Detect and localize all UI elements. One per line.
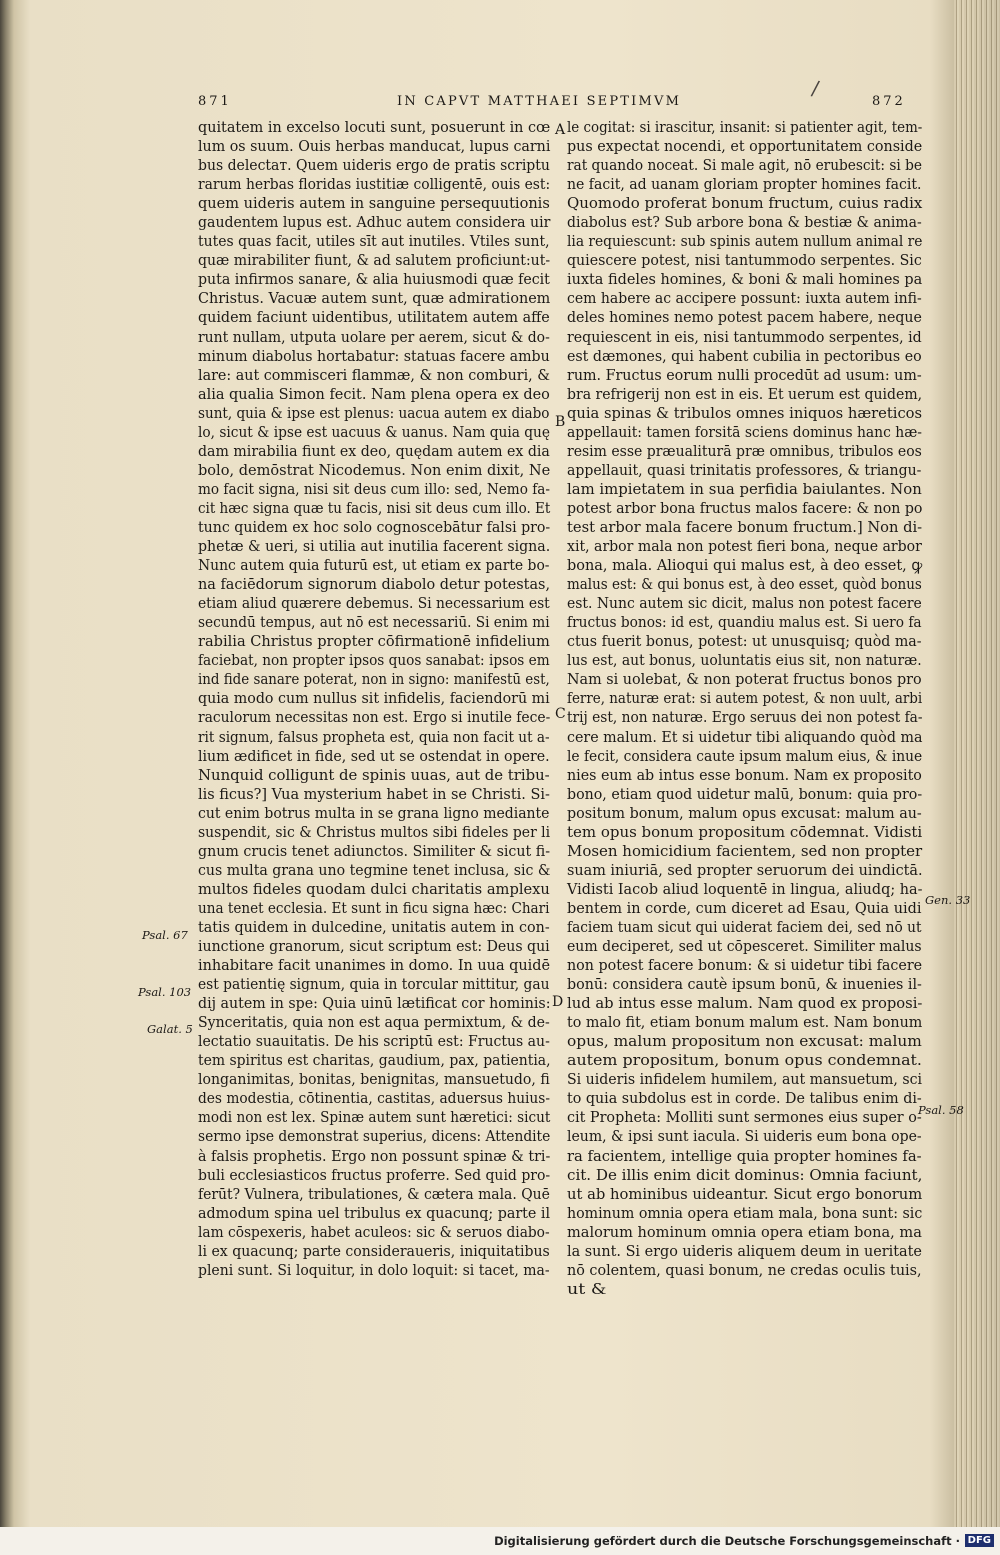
text-line: xit, arbor mala non potest fieri bona, neque arbor	[567, 537, 922, 556]
text-line: ra facientem, intellige quia propter homines fa-	[567, 1146, 922, 1165]
text-line: rit signum, falsus propheta est, quia non facit ut a-	[198, 727, 550, 746]
text-line: requiescent in eis, nisi tantummodo serpentes, id	[567, 327, 922, 346]
section-marker-c: C	[555, 706, 566, 722]
text-line: tatis quidem in dulcedine, unitatis autem in con-	[198, 917, 550, 936]
text-line: to malo fit, etiam bonum malum est. Nam bonum	[567, 1013, 923, 1032]
text-line: cus multa grana uno tegmine tenet inclusa, sic &	[198, 860, 551, 879]
text-line: gnum crucis tenet adiunctos. Similiter & sicut fi-	[198, 841, 551, 860]
text-line: buli ecclesiasticos fructus proferre. Sed quid pro-	[198, 1165, 551, 1184]
text-line: lectatio suauitatis. De his scriptū est: Fructus au-	[198, 1032, 550, 1051]
text-line: minum diabolus hortabatur: statuas facere ambu	[198, 346, 550, 365]
text-line: trij est, non naturæ. Ergo seruus dei non potest fa-	[567, 708, 923, 727]
text-line: tunc quidem ex hoc solo cognoscebātur falsi pro-	[198, 517, 551, 536]
text-line: Nam si uolebat, & non poterat fructus bonos pro	[567, 670, 922, 689]
left-text-column	[198, 118, 550, 1280]
text-line: phetæ & ueri, si utilia aut inutilia facerent signa.	[198, 537, 551, 556]
text-line: lis ficus?] Vua mysterium habet in se Christi. Si-	[198, 784, 550, 803]
text-line: raculorum necessitas non est. Ergo si inutile fece-	[198, 708, 551, 727]
page-edge	[954, 0, 1000, 1555]
text-line: des modestia, cōtinentia, castitas, aduersus huius-	[198, 1089, 550, 1108]
dfg-logo: DFG	[965, 1534, 994, 1547]
text-line: est dæmones, qui habent cubilia in pectoribus eo	[567, 346, 922, 365]
text-line: potest arbor bona fructus malos facere: & non po	[567, 498, 923, 517]
text-line: faciebat, non propter ipsos quos sanabat: ipsos em	[198, 651, 550, 670]
text-line: bra refrigerij non est in eis. Et uerum est quidem,	[567, 384, 923, 403]
text-line: leum, & ipsi sunt iacula. Si uideris eum bona ope-	[567, 1127, 922, 1146]
text-line: quia modo cum nullus sit infidelis, faciendorū mi	[198, 689, 550, 708]
text-line: suam iniuriā, sed propter seruorum dei uindictā.	[567, 860, 923, 879]
text-line: ut ab hominibus uideantur. Sicut ergo bonorum	[567, 1184, 923, 1203]
text-line: gaudentem lupus est. Adhuc autem considera uir	[198, 213, 551, 232]
text-line: le fecit, considera caute ipsum malum eius, & inue	[567, 746, 923, 765]
text-line: Quomodo proferat bonum fructum, cuius radix	[567, 194, 923, 213]
text-line: sermo ipse demonstrat superius, dicens: Attendite	[198, 1127, 551, 1146]
text-line: cere malum. Et si uidetur tibi aliquando quòd ma	[567, 727, 923, 746]
text-line: non potest facere bonum: & si uidetur tibi facere	[567, 956, 923, 975]
section-marker-d: D	[552, 994, 564, 1010]
text-line: multos fideles quodam dulci charitatis amplexu	[198, 879, 550, 898]
margin-note-psal-103: Psal. 103	[138, 985, 192, 999]
text-line: cit. De illis enim dicit dominus: Omnia faciunt,	[567, 1165, 923, 1184]
text-line: opus, malum propositum non excusat: malum	[567, 1032, 922, 1051]
text-line: bus delectaт. Quem uideris ergo de pratis scriptu	[198, 156, 550, 175]
text-line: lium ædificet in fide, sed ut se ostendat in opere.	[198, 746, 550, 765]
text-line: quiescere potest, nisi tantummodo serpentes. Sic	[567, 251, 922, 270]
text-line: appellauit, quasi trinitatis professores, & triangu-	[567, 460, 922, 479]
text-line: Christus. Vacuæ autem sunt, quæ admirationem	[198, 289, 551, 308]
text-line: dij autem in spe: Quia uinū lætificat cor hominis:	[198, 994, 551, 1013]
text-line: quia spinas & tribulos omnes iniquos hæreticos	[567, 403, 923, 422]
text-line: ferre, naturæ erat: si autem potest, & non uult, arbi	[567, 689, 923, 708]
text-line: cit Propheta: Molliti sunt sermones eius super o-	[567, 1108, 922, 1127]
margin-note-psal-58: Psal. 58	[918, 1103, 964, 1117]
text-line: ut &	[567, 1279, 607, 1298]
text-line: tem opus bonum propositum cōdemnat. Vidisti	[567, 822, 923, 841]
text-line: deles homines nemo potest pacem habere, neque	[567, 308, 922, 327]
text-line: tutes quas facit, utiles sīt aut inutiles. Vtiles sunt,	[198, 232, 550, 251]
footer-credit: Digitalisierung gefördert durch die Deutsche Forschungsgemeinschaft ·	[494, 1534, 960, 1548]
text-line: Si uideris infidelem humilem, aut mansuetum, sci	[567, 1070, 922, 1089]
text-line: una tenet ecclesia. Et sunt in ficu signa hæc: Chari	[198, 898, 550, 917]
text-line: malorum hominum omnia opera etiam bona, ma	[567, 1222, 922, 1241]
text-line: alia qualia Simon fecit. Nam plena opera ex deo	[198, 384, 550, 403]
text-line: etiam aliud quærere debemus. Si necessarium est	[198, 594, 550, 613]
text-line: sunt, quia & ipse est plenus: uacua autem ex diabo	[198, 403, 550, 422]
section-marker-b: B	[555, 414, 566, 430]
text-line: bolo, demōstrat Nicodemus. Non enim dixit, Ne	[198, 460, 551, 479]
text-line: quem uideris autem in sanguine persequutionis	[198, 194, 550, 213]
text-line: cut enim botrus multa in se grana ligno mediante	[198, 803, 550, 822]
text-line: positum bonum, malum opus excusat: malum au-	[567, 803, 922, 822]
text-line: ferūt? Vulnera, tribulationes, & cætera mala. Quē	[198, 1184, 550, 1203]
text-line: Synceritatis, quia non est aqua permixtum, & de-	[198, 1013, 550, 1032]
text-line: na faciēdorum signorum diabolo detur potestas,	[198, 575, 551, 594]
margin-note-galat-5: Galat. 5	[147, 1022, 193, 1036]
text-line: cem habere ac accipere possunt: iuxta autem infi-	[567, 289, 922, 308]
text-line: rum. Fructus eorum nulli procedūt ad usum: um-	[567, 365, 922, 384]
text-line: bona, mala. Alioqui qui malus est, à deo esset, ꝙ	[567, 556, 923, 575]
text-line: nies eum ab intus esse bonum. Nam ex proposito	[567, 765, 922, 784]
text-line: bono, etiam quod uidetur malū, bonum: quia pro-	[567, 784, 923, 803]
text-line: iunctione granorum, sicut scriptum est: Deus qui	[198, 937, 550, 956]
text-line: lare: aut commisceri flammæ, & non comburi, &	[198, 365, 550, 384]
right-text-column	[567, 118, 922, 1299]
text-line: puta infirmos sanare, & alia huiusmodi quæ fecit	[198, 270, 550, 289]
text-line: autem propositum, bonum opus condemnat.	[567, 1051, 922, 1070]
text-line: lam impietatem in sua perfidia baiulantes. Non	[567, 479, 922, 498]
text-line: iuxta fideles homines, & boni & mali homines pa	[567, 270, 923, 289]
text-line: secundū tempus, aut nō est necessariū. Si enim mi	[198, 613, 550, 632]
text-line: cit hæc signa quæ tu facis, nisi sit deus cum illo. Et	[198, 498, 551, 517]
text-line: ctus fuerit bonus, potest: ut unusquisq; quòd ma-	[567, 632, 922, 651]
text-line: resim esse præualiturā præ omnibus, tribulos eos	[567, 441, 922, 460]
text-line: mo facit signa, nisi sit deus cum illo: sed, Nemo fa-	[198, 479, 550, 498]
pencil-mark: /	[809, 75, 821, 101]
digitization-footer	[0, 1527, 1000, 1555]
left-page-number: 871	[198, 94, 232, 109]
margin-note-gen-33: Gen. 33	[925, 893, 971, 907]
text-line: nō colentem, quasi bonum, ne credas oculis tuis,	[567, 1260, 922, 1279]
text-line: to quia subdolus est in corde. De talibus enim di-	[567, 1089, 922, 1108]
text-line: runt nullam, utputa uolare per aerem, sicut & do-	[198, 327, 550, 346]
text-line: eum deciperet, sed ut cōpesceret. Similiter malus	[567, 937, 922, 956]
text-line: bentem in corde, cum diceret ad Esau, Quia uidi	[567, 898, 922, 917]
text-line: est. Nunc autem sic dicit, malus non potest facere	[567, 594, 922, 613]
text-line: Nunquid colligunt de spinis uuas, aut de tribu-	[198, 765, 550, 784]
text-line: fructus bonos: id est, quandiu malus est. Si uero fa	[567, 613, 922, 632]
text-line: hominum omnia opera etiam mala, bona sunt: sic	[567, 1203, 923, 1222]
text-line: lud ab intus esse malum. Nam quod ex proposi-	[567, 994, 923, 1013]
text-line: modi non est lex. Spinæ autem sunt hæretici: sicut	[198, 1108, 551, 1127]
text-line: ind fide sanare poterat, non in signo: manifestū est,	[198, 670, 550, 689]
text-line: lam cōspexeris, habet aculeos: sic & seruos diabo-	[198, 1222, 550, 1241]
text-line: lo, sicut & ipse est uacuus & uanus. Nam quia quę	[198, 422, 551, 441]
text-line: à falsis prophetis. Ergo non possunt spinæ & tri-	[198, 1146, 551, 1165]
text-line: rabilia Christus propter cōfirmationē infidelium	[198, 632, 550, 651]
text-line: bonū: considera cautè ipsum bonū, & inuenies il-	[567, 975, 922, 994]
text-line: lum os suum. Ouis herbas manducat, lupus carni	[198, 137, 551, 156]
text-line: Mosen homicidium facientem, sed non propter	[567, 841, 923, 860]
right-page-number: 872	[872, 94, 906, 109]
running-title: IN CAPVT MATTHAEI SEPTIMVM	[397, 94, 682, 109]
text-line: quæ mirabiliter fiunt, & ad salutem proficiunt:ut-	[198, 251, 551, 270]
text-line: test arbor mala facere bonum fructum.] Non di-	[567, 517, 923, 536]
text-line: tem spiritus est charitas, gaudium, pax, patientia,	[198, 1051, 551, 1070]
section-marker-a: A	[555, 122, 566, 138]
text-line: suspendit, sic & Christus multos sibi fideles per li	[198, 822, 551, 841]
text-line: est patientię signum, quia in torcular mittitur, gau	[198, 975, 550, 994]
text-line: le cogitat: si irascitur, insanit: si patienter agit, tem-	[567, 118, 923, 136]
text-line: longanimitas, bonitas, benignitas, mansuetudo, fi	[198, 1070, 550, 1089]
text-line: Vidisti Iacob aliud loquentē in lingua, aliudq; ha-	[567, 879, 923, 898]
text-line: malus est: & qui bonus est, à deo esset, quòd bonus	[567, 575, 922, 594]
text-line: appellauit: tamen forsitā sciens dominus hanc hæ-	[567, 422, 922, 441]
text-line: rarum herbas floridas iustitiæ colligentē, ouis est:	[198, 175, 551, 194]
text-line: inhabitare facit unanimes in domo. In uua quidē	[198, 956, 551, 975]
text-line: rat quando noceat. Si male agit, nō erubescit: si be	[567, 156, 923, 175]
text-line: quidem faciunt uidentibus, utilitatem autem affe	[198, 308, 550, 327]
text-line: Nunc autem quia futurū est, ut etiam ex parte bo-	[198, 556, 550, 575]
text-line: li ex quacunq; parte consideraueris, iniquitatibus	[198, 1241, 550, 1260]
text-line: admodum spina uel tribulus ex quacunq; parte il	[198, 1203, 551, 1222]
margin-note-psal-67: Psal. 67	[142, 928, 188, 942]
text-line: dam mirabilia fiunt ex deo, quędam autem ex dia	[198, 441, 550, 460]
text-line: pleni sunt. Si loquitur, in dolo loquit: si tacet, ma-	[198, 1260, 550, 1279]
text-line: quitatem in excelso locuti sunt, posuerunt in cœ	[198, 118, 551, 136]
text-line: diabolus est? Sub arbore bona & bestiæ & anima-	[567, 213, 922, 232]
text-line: lus est, aut bonus, uoluntatis eius sit, non naturæ.	[567, 651, 922, 670]
text-line: faciem tuam sicut qui uiderat faciem dei, sed nō ut	[567, 917, 922, 936]
text-line: lia requiescunt: sub spinis autem nullum animal re	[567, 232, 923, 251]
text-line: la sunt. Si ergo uideris aliquem deum in ueritate	[567, 1241, 922, 1260]
text-line: ne facit, ad uanam gloriam propter homines facit.	[567, 175, 922, 194]
text-line: pus expectat nocendi, et opportunitatem conside	[567, 137, 923, 156]
